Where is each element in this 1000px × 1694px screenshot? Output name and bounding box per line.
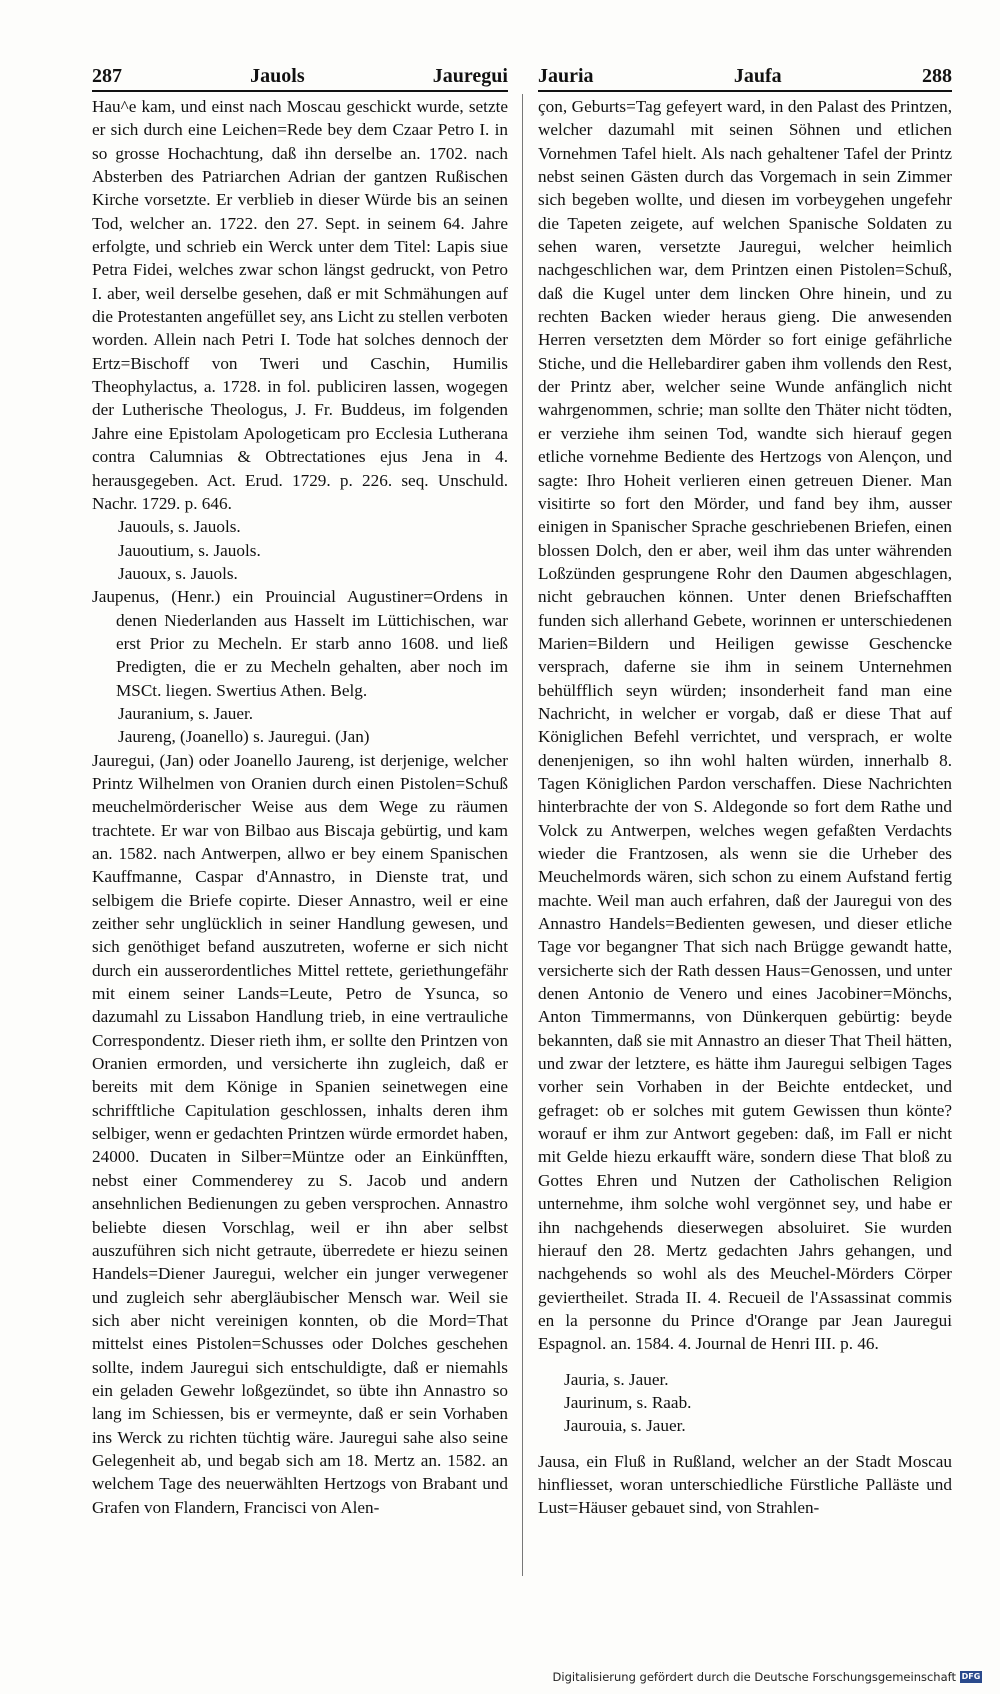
- right-column: [538, 95, 952, 1520]
- xref-entry: Jaurouia, s. Jauer.: [564, 1416, 686, 1436]
- left-header-rule: [92, 90, 508, 92]
- digitization-footer: [553, 1670, 982, 1684]
- left-page-header: [92, 62, 508, 88]
- xref-entry: Jauouls, s. Jauols.: [118, 517, 241, 537]
- footer-text: Digitalisierung gefördert durch die Deutsche Forschungsgemeinschaft: [552, 1670, 956, 1684]
- spacer: [538, 1356, 952, 1368]
- right-catchword-1: Jauria: [538, 65, 594, 87]
- right-page-number: 288: [921, 65, 952, 87]
- left-catchword-2: Jauregui: [432, 65, 508, 87]
- left-column: [92, 95, 508, 1519]
- left-continued-paragraph: Hau^e kam, und einst nach Moscau geschickt wurde, setzte er sich durch eine Leichen=Rede bey dem Czaar Petro I. in so grosse Hochachtung, daß ihn derselbe an. 1702. nach Absterben des Patriarchen Adrian der gantzen Rußischen Kirche vorsetzte. Er verblieb in dieser Würde bis an seinen Tod, welcher an. 1722. den 27. Sept. in seinem 64. Jahre erfolgte, und schrieb ein Werck unter dem Titel: Lapis siue Petra Fidei, welches zwar schon längst gedruckt, von Petro I. aber, weil derselbe gesehen, daß er mit Schmähungen auf die Protestanten angefüllet sey, ans Licht zu stellen verboten worden. Allein nach Petri I. Tode hat solches dennoch der Ertz=Bischoff von Tweri und Caschin, Humilis Theophylactus, a. 1728. in fol. publiciren lassen, wogegen der Lutherische Theologus, J. Fr. Buddeus, im folgenden Jahre eine Epistolam Apologeticam pro Ecclesia Lutherana contra Calumnias & Obtrectationes ejus Jena in 4. herausgegeben. Act. Erud. 1729. p. 226. seq. Unschuld. Nachr. 1729. p. 646.: [92, 97, 508, 513]
- left-page-number: 287: [92, 65, 122, 87]
- left-catchword-1: Jauols: [250, 65, 305, 87]
- xref-entry: Jaureng, (Joanello) s. Jauregui. (Jan): [118, 727, 370, 747]
- right-continued-paragraph: çon, Geburts=Tag gefeyert ward, in den Palast des Printzen, welcher dazumahl mit seinen Söhnen und etlichen Vornehmen Tafel hielt. Als nach gehaltener Tafel der Printz nebst seinen Gästen durch das Vorgemach in sein Zimmer sich begeben wollte, und diesen im vorbeygehen ungefehr die Tapeten zeigete, auf welchen Spanische Soldaten zu sehen waren, versetzte Jauregui, welcher heimlich nachgeschlichen war, dem Printzen einen Pistolen=Schuß, daß die Kugel unter dem lincken Ohre hinein, und zu rechten Backen wieder heraus gieng. Die anwesenden Herren versetzten dem Mörder so fort einige gefährliche Stiche, und die Hellebardirer gaben ihm vollends den Rest, der Printz aber, welcher seine Wunde anfänglich nicht wahrgenommen, schrie; man sollte den Thäter nicht tödten, er verziehe ihm seinen Tod, wandte sich hierauf gegen etliche vornehme Bediente des Hertzogs von Alençon, und sagte: Ihro Hoheit verlieren einen getreuen Diener. Man visitirte so fort den Mörder, und fand bey ihm, ausser einigen in Spanischer Sprache geschriebenen Briefen, einen blossen Dolch, den er aber, weil ihm das unter währenden Loßzünden gesprungene Rohr den Daumen abgeschlagen, nicht gebrauchen können. Unter denen Briefschafften funden sich allerhand Gebete, worinnen er unterschiedenen Marien=Bildern und Heiligen gewisse Geschencke versprach, daferne sie ihm in seinem Unternehmen behülfflich seyn würden; insonderheit fand man eine Nachricht, in welcher er vorgab, daß er diese That auf Königlichen Befehl verrichtet, und versprach, er wolte denenjenigen, so ihn wohl halten würden, innerhalb 8. Tagen Königlichen Pardon verschaffen. Diese Nachrichten hinterbrachte der von S. Aldegonde so fort dem Rathe und Volck zu Antwerpen, welches wegen gefaßten Verdachts wieder die Frantzosen, als wenn sie die Urheber des Meuchelmords wären, sich schon zu einem Aufstand fertig machte. Weil man auch erfahren, daß der Jauregui von des Annastro Handels=Bedienten gewesen, und dieser etliche Tage vor begangner That sich nach Brügge gewandt hatte, versicherte sich der Rath dessen Haus=Genossen, und unter denen Antonio de Venero und eines Jacobiner=Mönchs, Anton Timmermanns, von Dünkerquen gebürtig: beyde bekannten, daß sie mit Annastro an dieser That Theil hätten, und zwar der letztere, es hätte ihm Jauregui selbigen Tages vorher sein Vorhaben in der Beichte entdecket, und gefraget: ob er solches mit gutem Gewissen thun könte? worauf er ihm zur Antwort gegeben: daß, im Fall er nicht mit Gelde hiezu erkaufft wäre, sondern diese That bloß zu Gottes Ehren und Nutzen der Catholischen Religion unternehme, ihm solche wohl vergönnet sey, und habe er ihn nachgehends dieserwegen absoluiret. Sie wurden hierauf den 28. Mertz gedachten Jahrs gehangen, und nachgehends so wohl als des Meuchel-Mörders Cörper geviertheilet. Strada II. 4. Recueil de l'Assassinat commis en la personne du Prince d'Orange par Jean Jauregui Espagnol. an. 1584. 4. Journal de Henri III. p. 46.: [538, 97, 952, 1354]
- entry-jaupenus: Jaupenus, (Henr.) ein Prouincial Augustiner=Ordens in denen Niederlanden aus Hasselt im Lüttichischen, war erst Prior zu Mecheln. Er starb anno 1608. und ließ Predigten, die er zu Mecheln gehalten, aber noch im MSCt. liegen. Swertius Athen. Belg.: [92, 587, 508, 700]
- spacer: [538, 1438, 952, 1450]
- xref-entry: Jauoutium, s. Jauols.: [118, 540, 261, 560]
- xref-entry: Jauoux, s. Jauols.: [118, 563, 238, 583]
- xref-entry: Jauria, s. Jauer.: [564, 1369, 669, 1389]
- right-page-header: [538, 62, 952, 88]
- dfg-logo-icon: DFG: [961, 1672, 981, 1681]
- xref-entry: Jaurinum, s. Raab.: [564, 1392, 692, 1412]
- xref-entry: Jauranium, s. Jauer.: [118, 703, 254, 723]
- entry-jausa: Jausa, ein Fluß in Rußland, welcher an der Stadt Moscau hinfliesset, woran unterschiedliche Fürstliche Palläste und Lust=Häuser gebauet sind, von Strahlen-: [538, 1451, 952, 1518]
- right-header-rule: [538, 90, 952, 92]
- right-catchword-2: Jaufa: [733, 65, 782, 87]
- entry-jauregui: Jauregui, (Jan) oder Joanello Jaureng, ist derjenige, welcher Printz Wilhelmen von Oranien durch einen Pistolen=Schuß meuchelmörderischer Weise aus dem Wege zu räumen trachtete. Er war von Bilbao aus Biscaja gebürtig, und kam an. 1582. nach Antwerpen, allwo er bey einem Spanischen Kauffmanne, Caspar d'Annastro, in Dienste trat, und selbigem die Briefe copirte. Dieser Annastro, weil er eine zeither sehr unglücklich in seiner Handlung gewesen, und sich genöthiget befand auszutreten, woferne er sich nicht durch ein ausserordentliches Mittel rettete, geriethungefähr mit einem seiner Lands=Leute, Petro de Ysunca, so dazumahl zu Lissabon Handlung trieb, in eine vertrauliche Correspondentz. Dieser rieth ihm, er sollte den Printzen von Oranien ermorden, und versicherte ihn zugleich, daß er bereits mit dem Könige in Spanien seinetwegen eine schrifftliche Capitulation geschlossen, inhalts deren ihm selbiger, wenn er gedachten Printzen würde ermordet haben, 24000. Ducaten in Silber=Müntze oder an Einkünfften, nebst einer Commenderey zu S. Jacob und andern ansehnlichen Bedienungen zu geben versprochen. Annastro beliebte diesen Vorschlag, weil er ihn aber selbst auszuführen sich nicht getraute, überredete er hiezu seinen Handels=Diener Jauregui, welcher ein junger verwegener und zugleich sehr abergläubischer Mensch war. Weil sie sich aber nicht vereinigen konnten, ob die Mord=That mittelst eines Pistolen=Schusses oder Dolches geschehen sollte, indem Jauregui sich entschuldigte, daß er niemahls ein geladen Gewehr loßgezündet, so übte ihn Annastro so lang im Schiessen, bis er vermeynte, daß er sein Vorhaben ins Werck zu richten tüchtig wäre. Jauregui sahe also seine Gelegenheit ab, und begab sich am 18. Mertz an. 1582. an welchem Tage des neuerwählten Hertzogs von Brabant und Grafen von Flandern, Francisci von Alen-: [92, 750, 508, 1517]
- column-divider: [522, 94, 523, 1576]
